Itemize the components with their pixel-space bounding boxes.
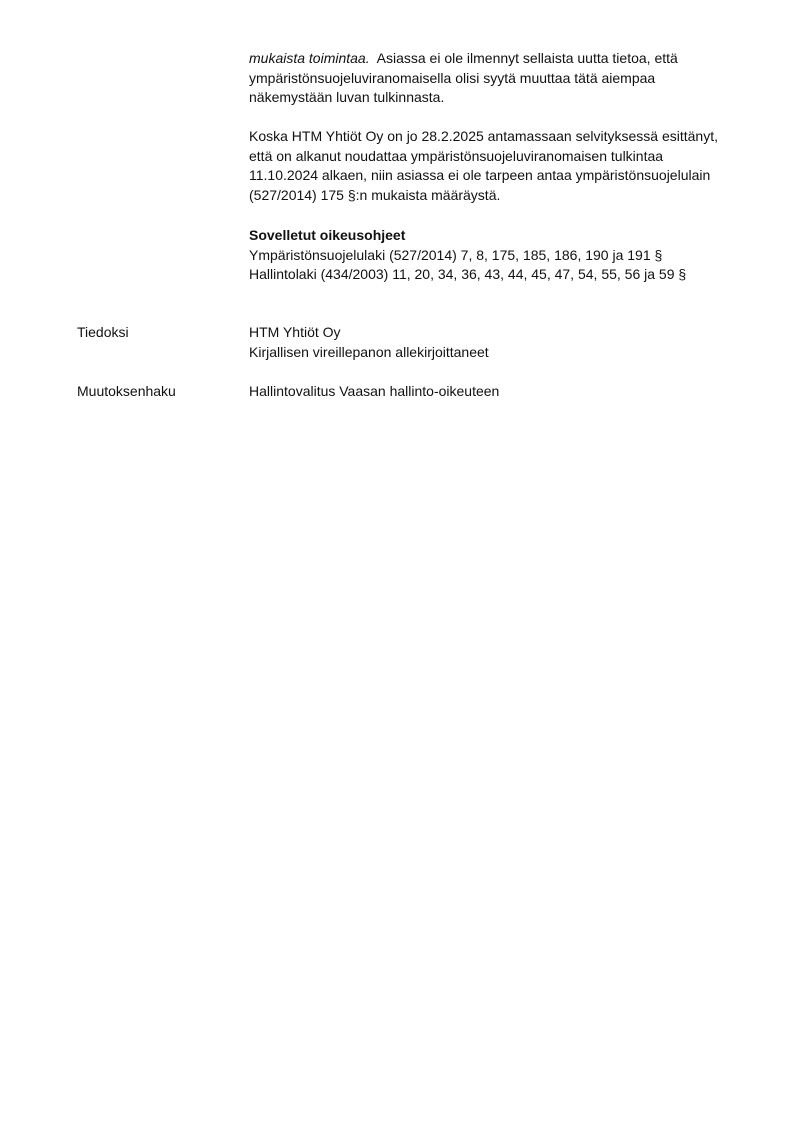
paragraph-line: että on alkanut noudattaa ympäristönsuojeluviranomaisen tulkintaa (249, 147, 664, 164)
paragraph-line: Koska HTM Yhtiöt Oy on jo 28.2.2025 antamassaan selvityksessä esittänyt, (249, 128, 718, 144)
muutoksenhaku-label: Muutoksenhaku (77, 383, 176, 399)
paragraph-text: Asiassa ei ole ilmennyt sellaista uutta tietoa, että (376, 50, 678, 66)
muutoksenhaku-value: Hallintovalitus Vaasan hallinto-oikeuteen (249, 383, 500, 399)
recipient: Kirjallisen vireillepanon allekirjoittaneet (249, 343, 489, 360)
law-reference: Hallintolaki (434/2003) 11, 20, 34, 36, 43, 44, 45, 47, 54, 55, 56 ja 59 § (249, 266, 687, 282)
paragraph-line: näkemystään luvan tulkinnasta. (249, 89, 445, 105)
tiedoksi-recipients (249, 323, 489, 362)
recipient: HTM Yhtiöt Oy (249, 324, 341, 340)
section-heading: Sovelletut oikeusohjeet (249, 227, 406, 243)
applied-law-section (249, 226, 724, 285)
paragraph-conclusion (249, 49, 724, 108)
tiedoksi-label: Tiedoksi (77, 324, 129, 340)
paragraph-line: ympäristönsuojeluviranomaisella olisi syytä muuttaa tätä aiempaa (249, 69, 656, 86)
paragraph-line: 11.10.2024 alkaen, niin asiassa ei ole tarpeen antaa ympäristönsuojelulain (249, 167, 711, 183)
law-reference: Ympäristönsuojelulaki (527/2014) 7, 8, 175, 185, 186, 190 ja 191 § (249, 246, 663, 263)
paragraph-decision (249, 127, 724, 205)
paragraph-line (249, 49, 724, 69)
italic-phrase: mukaista toimintaa. (249, 50, 370, 66)
paragraph-line: (527/2014) 175 §:n mukaista määräystä. (249, 186, 501, 203)
